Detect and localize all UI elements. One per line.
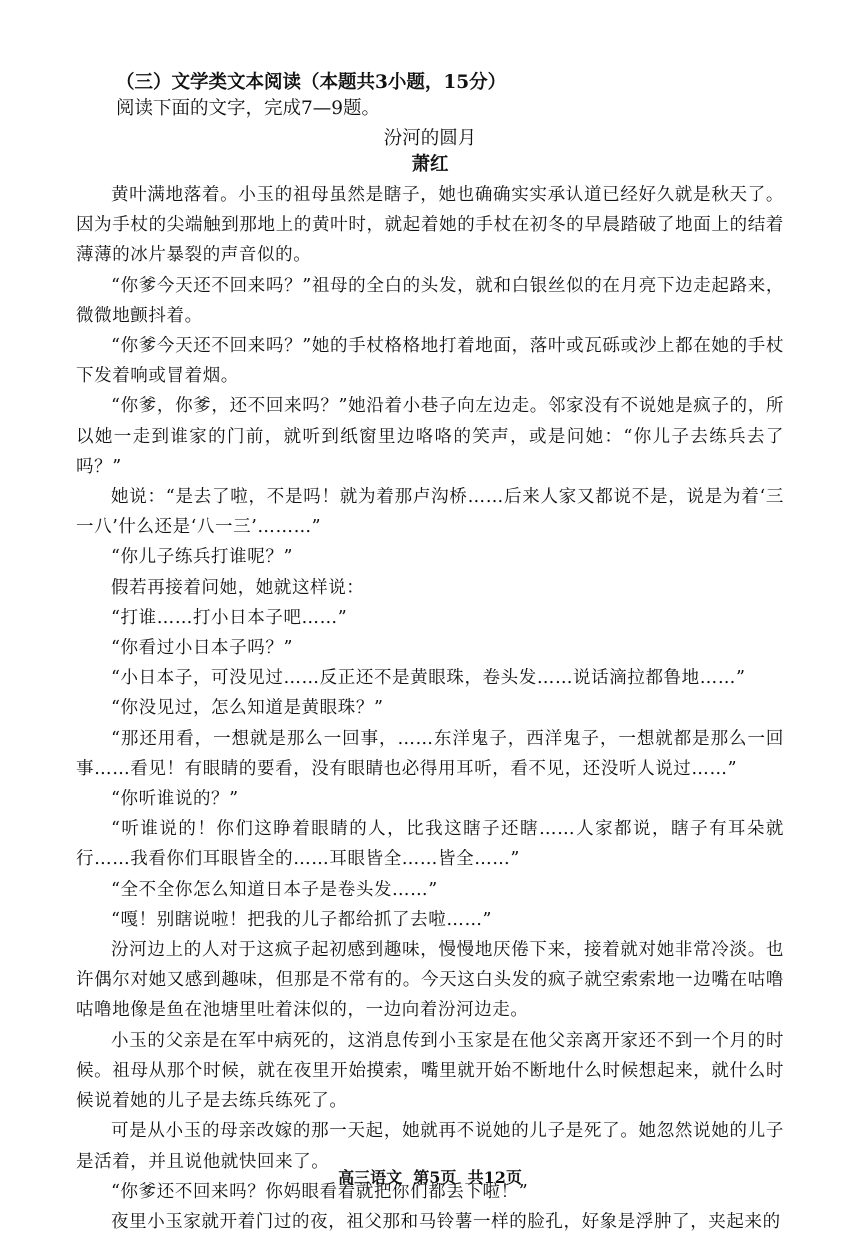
paragraph: 可是从小玉的母亲改嫁的那一天起，她就再不说她的儿子是死了。她忽然说她的儿子是活着，并且说他就快回来了。 bbox=[76, 1121, 784, 1172]
article-author: 萧红 bbox=[411, 154, 449, 175]
paragraph: 汾河边上的人对于这疯子起初感到趣味，慢慢地厌倦下来，接着就对她非常冷淡。也许偶尔对她又感到趣味，但那是不常有的。今天这白头发的疯子就空索索地一边嘴在咕噜咕噜地像是鱼在池塘里吐着沫似的，一边向着汾河边走。 bbox=[76, 940, 784, 1021]
paragraph: “你爹，你爹，还不回来吗？”她沿着小巷子向左边走。邻家没有不说她是疯子的，所以她一走到谁家的门前，就听到纸窗里边咯咯的笑声，或是问她：“你儿子去练兵去了吗？” bbox=[76, 396, 784, 477]
paragraph: “小日本子，可没见过……反正还不是黄眼珠，卷头发……说话滴拉都鲁地……” bbox=[111, 668, 746, 689]
paragraph: 小玉的父亲是在军中病死的，这消息传到小玉家是在他父亲离开家还不到一个月的时候。祖母从那个时候，就在夜里开始摸索，嘴里就开始不断地什么时候想起来，就什么时候说着她的儿子是去练兵练死了。 bbox=[76, 1030, 784, 1112]
paragraph: “听谁说的！你们这睁着眼睛的人，比我这瞎子还瞎……人家都说，瞎子有耳朵就行……我看你们耳眼皆全的……耳眼皆全……皆全……” bbox=[76, 819, 784, 870]
paragraph: 她说：“是去了啦，不是吗！就为着那卢沟桥……后来人家又都说不是，说是为着‘三一八’什么还是‘八一三’………” bbox=[76, 487, 784, 538]
paragraph: “你爹还不回来吗？你妈眼看着就把你们都丢下啦！” bbox=[111, 1181, 529, 1202]
article-body bbox=[76, 180, 784, 1237]
paragraph: “你没见过，怎么知道是黄眼珠？” bbox=[111, 698, 384, 719]
paragraph: “打谁……打小日本子吧……” bbox=[111, 607, 348, 628]
paragraph: 假若再接着问她，她就这样说： bbox=[111, 577, 365, 598]
paragraph: “你儿子练兵打谁呢？” bbox=[111, 547, 293, 568]
page-footer: 高三语文 第5页 共12页 bbox=[338, 1168, 522, 1187]
paragraph: “嘎！别瞎说啦！把我的儿子都给抓了去啦……” bbox=[111, 909, 493, 930]
paragraph: 夜里小玉家就开着门过的夜，祖父那和马铃薯一样的脸孔，好象是浮肿了，夹起来的 bbox=[111, 1211, 781, 1232]
paragraph: 黄叶满地落着。小玉的祖母虽然是瞎子，她也确确实实承认道已经好久就是秋天了。因为手杖的尖端触到那地上的黄叶时，就起着她的手杖在初冬的早晨踏破了地面上的结着薄薄的冰片暴裂的声音似的。 bbox=[76, 185, 784, 266]
paragraph: “你爹今天还不回来吗？”她的手杖格格地打着地面，落叶或瓦砾或沙上都在她的手杖下发着响或冒着烟。 bbox=[76, 336, 784, 387]
paragraph: “你看过小日本子吗？” bbox=[111, 638, 293, 659]
paragraph: “那还用看，一想就是那么一回事，……东洋鬼子，西洋鬼子，一想就都是那么一回事……看见！有眼睛的要看，没有眼睛也必得用耳听，看不见，还没听人说过……” bbox=[76, 728, 784, 779]
section-heading: （三）文学类文本阅读（本题共3小题，15分） bbox=[116, 72, 507, 93]
reading-instruction: 阅读下面的文字，完成7—9题。 bbox=[116, 98, 381, 119]
paragraph: “全不全你怎么知道日本子是卷头发……” bbox=[111, 879, 438, 900]
paragraph: “你爹今天还不回来吗？”祖母的全白的头发，就和白银丝似的在月亮下边走起路来，微微地颤抖着。 bbox=[76, 275, 784, 326]
paragraph: “你听谁说的？” bbox=[111, 789, 239, 810]
article-title: 汾河的圆月 bbox=[383, 128, 477, 149]
